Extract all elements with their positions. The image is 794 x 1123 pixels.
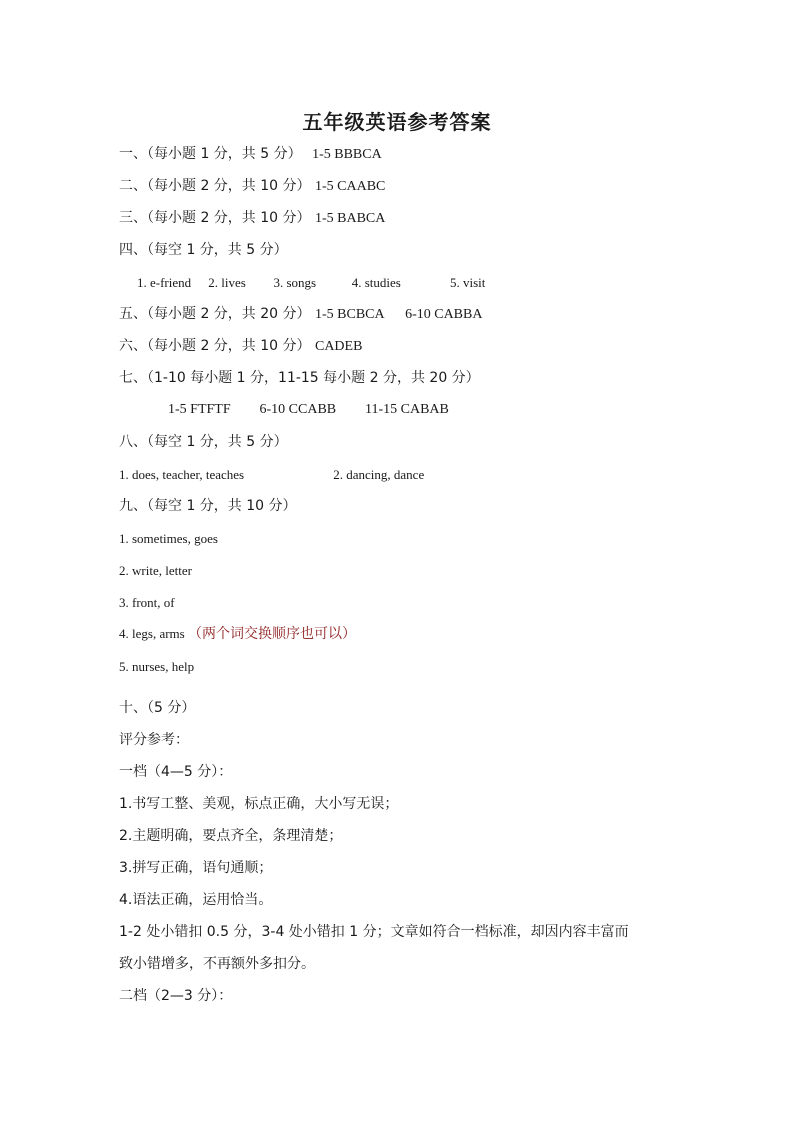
- answer-item: 5. nurses, help: [119, 659, 195, 674]
- criterion: 1.书写工整、美观，标点正确，大小写无误；: [119, 796, 399, 812]
- section-5-heading: 五、（每小题 2 分，共 20 分）: [119, 306, 311, 322]
- section-10-heading: 十、（5 分）: [119, 700, 196, 716]
- section-1: [119, 144, 382, 165]
- answer-item: 5. visit: [450, 275, 486, 290]
- section-2-heading: 二、（每小题 2 分，共 10 分）: [119, 178, 311, 194]
- section-2-answer: 1-5 CAABC: [314, 179, 386, 194]
- section-4-answers: [137, 273, 485, 293]
- criterion: 4.语法正确，运用恰当。: [119, 892, 273, 908]
- answer-item: 1-5 FTFTF: [168, 402, 231, 417]
- section-5: [119, 304, 482, 325]
- answer-item: 4. legs, arms: [119, 626, 185, 641]
- order-note: （两个词交换顺序也可以）: [187, 626, 356, 642]
- answer-item: 3. songs: [273, 275, 317, 290]
- scoring-reference: 评分参考：: [119, 732, 189, 748]
- section-5-answer-1: 1-5 BCBCA: [314, 307, 385, 322]
- section-5-answer-2: 6-10 CABBA: [405, 307, 483, 322]
- section-3-heading: 三、（每小题 2 分，共 10 分）: [119, 210, 311, 226]
- answer-item: 1. does, teacher, teaches: [119, 467, 245, 482]
- section-1-heading: 一、（每小题 1 分，共 5 分）: [119, 146, 302, 162]
- section-1-answer: 1-5 BBBCA: [312, 147, 382, 162]
- answer-item: 4. studies: [351, 275, 401, 290]
- section-3: [119, 208, 385, 229]
- criterion: 3.拼写正确，语句通顺；: [119, 860, 273, 876]
- answer-item: 2. write, letter: [119, 563, 192, 578]
- answer-item: 2. dancing, dance: [333, 467, 425, 482]
- level-2-heading: 二档（2—3 分）：: [119, 988, 233, 1004]
- answer-item: 1. sometimes, goes: [119, 531, 218, 546]
- section-9-item-4: [119, 624, 356, 644]
- answer-item: 6-10 CCABB: [259, 402, 337, 417]
- criterion: 2.主题明确，要点齐全，条理清楚；: [119, 828, 343, 844]
- answer-item: 1. e-friend: [137, 275, 192, 290]
- answer-item: 11-15 CABAB: [365, 402, 449, 417]
- page-title: 五年级英语参考答案: [302, 110, 492, 134]
- section-4-heading: 四、（每空 1 分，共 5 分）: [119, 242, 288, 258]
- section-8-heading: 八、（每空 1 分，共 5 分）: [119, 434, 288, 450]
- section-3-answer: 1-5 BABCA: [314, 211, 386, 226]
- answer-item: 2. lives: [208, 275, 246, 290]
- section-6: [119, 336, 362, 357]
- answer-item: 3. front, of: [119, 595, 175, 610]
- section-8-answers: [119, 465, 424, 485]
- deduction-rule-line-1: 1-2 处小错扣 0.5 分，3-4 处小错扣 1 分；文章如符合一档标准，却因内容丰富而: [119, 924, 629, 940]
- section-6-answer: CADEB: [314, 339, 363, 354]
- section-6-heading: 六、（每小题 2 分，共 10 分）: [119, 338, 311, 354]
- section-7-answers: [168, 400, 449, 420]
- deduction-rule-line-2: 致小错增多，不再额外多扣分。: [119, 956, 315, 972]
- section-9-heading: 九、（每空 1 分，共 10 分）: [119, 498, 297, 514]
- section-2: [119, 176, 385, 197]
- section-7-heading: 七、（1-10 每小题 1 分，11-15 每小题 2 分，共 20 分）: [119, 370, 480, 386]
- level-1-heading: 一档（4—5 分）：: [119, 764, 233, 780]
